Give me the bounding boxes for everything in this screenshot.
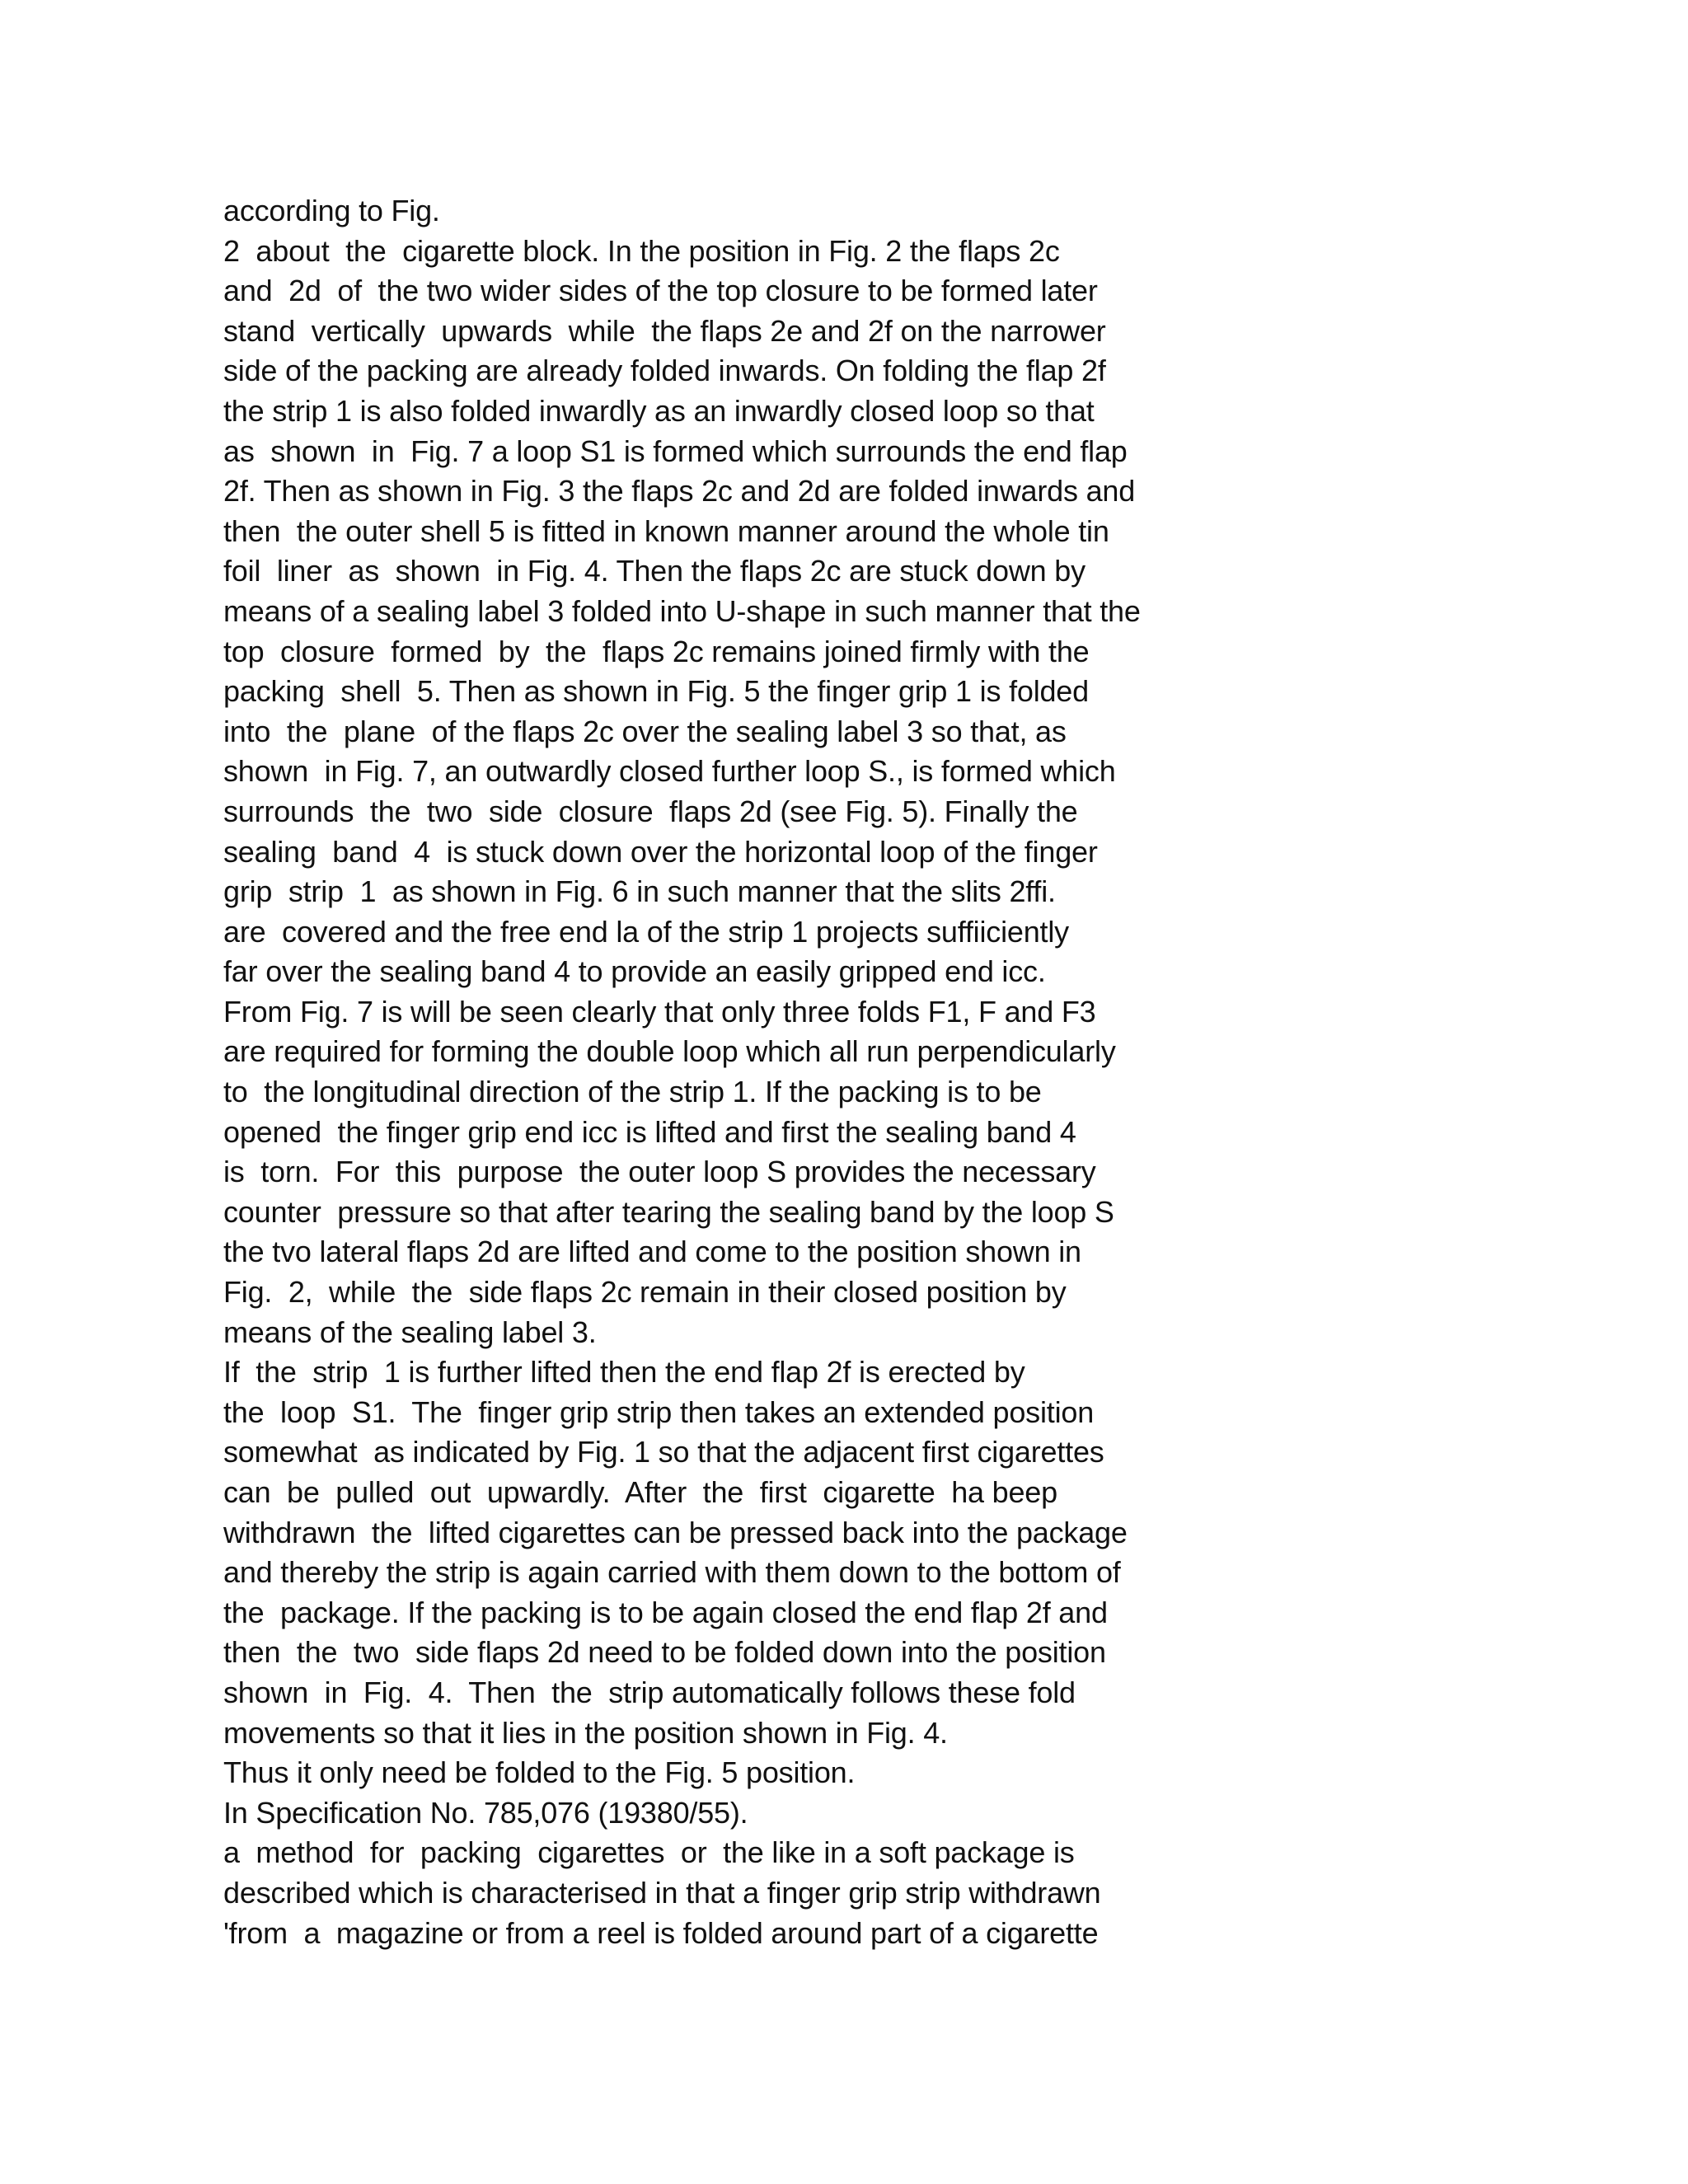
text-line: packing shell 5. Then as shown in Fig. 5 the finger grip 1 is folded (223, 674, 1089, 709)
text-line: and 2d of the two wider sides of the top closure to be formed later (223, 274, 1098, 308)
text-line: shown in Fig. 7, an outwardly closed further loop S., is formed which (223, 754, 1116, 789)
text-line: according to Fig. (223, 194, 440, 227)
text-line: side of the packing are already folded inwards. On folding the flap 2f (223, 354, 1106, 388)
text-line: shown in Fig. 4. Then the strip automatically follows these fold (223, 1675, 1076, 1709)
text-line: counter pressure so that after tearing the sealing band by the loop S (223, 1194, 1114, 1229)
text-line: means of a sealing label 3 folded into U-shape in such manner that the (223, 593, 1141, 628)
text-line: a method for packing cigarettes or the like in a soft package is (223, 1835, 1075, 1870)
text-line: stand vertically upwards while the flaps 2e and 2f on the narrower (223, 313, 1106, 348)
text-line: Thus it only need be folded to the Fig. 5 position. (223, 1755, 856, 1790)
text-line: can be pulled out upwardly. After the first cigarette ha beep (223, 1475, 1057, 1509)
text-line: described which is characterised in that a finger grip strip withdrawn (223, 1875, 1101, 1910)
text-line: is torn. For this purpose the outer loop S provides the necessary (223, 1155, 1096, 1189)
text-line: grip strip 1 as shown in Fig. 6 in such manner that the slits 2ffi. (223, 874, 1056, 909)
text-line: then the two side flaps 2d need to be folded down into the position (223, 1635, 1106, 1670)
text-line: are required for forming the double loop which all run perpendicularly (223, 1034, 1116, 1069)
text-line: to the longitudinal direction of the strip 1. If the packing is to be (223, 1075, 1042, 1109)
text-line: Fig. 2, while the side flaps 2c remain in their closed position by (223, 1275, 1067, 1310)
text-line: the tvo lateral flaps 2d are lifted and come to the position shown in (223, 1235, 1081, 1269)
text-line: far over the sealing band 4 to provide an easily gripped end icc. (223, 954, 1046, 989)
text-line: opened the finger grip end icc is lifted and first the sealing band 4 (223, 1114, 1076, 1149)
text-line: the strip 1 is also folded inwardly as an inwardly closed loop so that (223, 393, 1095, 428)
text-line: movements so that it lies in the position shown in Fig. 4. (223, 1715, 948, 1750)
text-line: In Specification No. 785,076 (19380/55). (223, 1795, 748, 1830)
text-line: as shown in Fig. 7 a loop S1 is formed which surrounds the end flap (223, 434, 1128, 468)
body-text (223, 191, 1427, 1953)
text-line: into the plane of the flaps 2c over the sealing label 3 so that, as (223, 714, 1067, 748)
text-line: sealing band 4 is stuck down over the horizontal loop of the finger (223, 834, 1098, 869)
text-line: 2f. Then as shown in Fig. 3 the flaps 2c and 2d are folded inwards and (223, 474, 1136, 509)
text-line: and thereby the strip is again carried with them down to the bottom of (223, 1555, 1121, 1590)
text-line: then the outer shell 5 is fitted in known manner around the whole tin (223, 513, 1109, 548)
text-line: foil liner as shown in Fig. 4. Then the flaps 2c are stuck down by (223, 554, 1085, 588)
text-line: the loop S1. The finger grip strip then takes an extended position (223, 1394, 1095, 1429)
text-line: surrounds the two side closure flaps 2d (see Fig. 5). Finally the (223, 794, 1078, 828)
text-line: somewhat as indicated by Fig. 1 so that the adjacent first cigarettes (223, 1435, 1104, 1469)
text-line: means of the sealing label 3. (223, 1315, 597, 1349)
text-line: 'from a magazine or from a reel is folded around part of a cigarette (223, 1915, 1099, 1950)
text-line: 2 about the cigarette block. In the position in Fig. 2 the flaps 2c (223, 233, 1060, 268)
text-line: From Fig. 7 is will be seen clearly that only three folds F1, F and F3 (223, 994, 1096, 1029)
text-line: top closure formed by the flaps 2c remains joined firmly with the (223, 634, 1090, 668)
text-line: If the strip 1 is further lifted then the end flap 2f is erected by (223, 1355, 1025, 1390)
text-line: withdrawn the lifted cigarettes can be pressed back into the package (223, 1515, 1128, 1549)
text-line: are covered and the free end la of the strip 1 projects suffiiciently (223, 914, 1069, 949)
text-line: the package. If the packing is to be again closed the end flap 2f and (223, 1595, 1108, 1629)
